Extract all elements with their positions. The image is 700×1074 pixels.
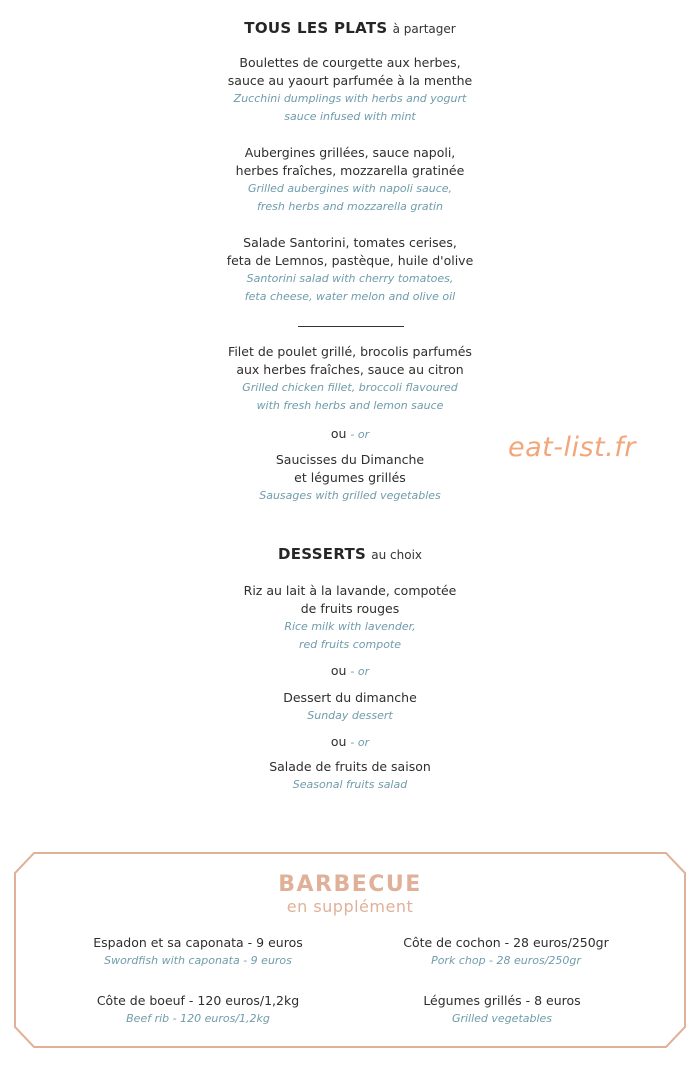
dish-translation-line: Sausages with grilled vegetables	[259, 489, 441, 502]
dish-translation-line: Grilled chicken fillet, broccoli flavoured	[242, 381, 458, 394]
dish-translation-line: sauce infused with mint	[284, 110, 416, 123]
dish-translation-line: Beef rib - 120 euros/1,2kg	[126, 1012, 270, 1025]
dish-translation-line: Rice milk with lavender,	[284, 620, 416, 633]
menu-item	[0, 758, 700, 794]
section-title: DESSERTS	[277, 545, 367, 563]
dish-name-line: de fruits rouges	[300, 601, 400, 616]
or-word: ou	[330, 426, 347, 441]
dish-name-line: Salade Santorini, tomates cerises,	[243, 235, 457, 250]
barbecue-item	[352, 992, 652, 1028]
dish-name-line: aux herbes fraîches, sauce au citron	[236, 362, 464, 377]
barbecue-subtitle: en supplément	[286, 897, 414, 916]
section-subtitle: au choix	[371, 548, 423, 562]
section-heading-plats	[0, 18, 700, 37]
dish-name-line: Légumes grillés - 8 euros	[423, 993, 581, 1008]
dish-name-line: feta de Lemnos, pastèque, huile d'olive	[226, 253, 474, 268]
barbecue-title: BARBECUE	[278, 872, 422, 897]
or-translation: - or	[350, 736, 370, 749]
barbecue-item	[356, 934, 656, 970]
dish-name-line: Aubergines grillées, sauce napoli,	[244, 145, 456, 160]
barbecue-item	[48, 934, 348, 970]
section-heading-desserts	[0, 544, 700, 563]
menu-item	[0, 343, 700, 415]
dish-name-line: Filet de poulet grillé, brocolis parfumés	[228, 344, 472, 359]
dish-translation-line: with fresh herbs and lemon sauce	[256, 399, 444, 412]
menu-item	[0, 689, 700, 725]
dish-name-line: Boulettes de courgette aux herbes,	[239, 55, 461, 70]
dish-translation-line: fresh herbs and mozzarella gratin	[257, 200, 443, 213]
menu-item	[0, 144, 700, 216]
dish-translation-line: red fruits compote	[298, 638, 402, 651]
dish-translation-line: Zucchini dumplings with herbs and yogurt	[233, 92, 467, 105]
dish-name-line: Espadon et sa caponata - 9 euros	[93, 935, 303, 950]
dish-name-line: Salade de fruits de saison	[269, 759, 431, 774]
dish-name-line: Riz au lait à la lavande, compotée	[243, 583, 457, 598]
barbecue-heading	[0, 872, 700, 916]
or-separator	[0, 733, 700, 752]
dish-translation-line: Swordfish with caponata - 9 euros	[104, 954, 292, 967]
menu-item	[0, 582, 700, 654]
dish-name-line: Saucisses du Dimanche	[275, 452, 425, 467]
dish-name-line: sauce au yaourt parfumée à la menthe	[227, 73, 473, 88]
section-subtitle: à partager	[392, 22, 456, 36]
or-translation: - or	[350, 665, 370, 678]
or-separator	[0, 662, 700, 681]
or-word: ou	[330, 734, 347, 749]
divider	[298, 326, 404, 327]
dish-name-line: Dessert du dimanche	[283, 690, 417, 705]
menu-item	[0, 54, 700, 126]
dish-translation-line: Pork chop - 28 euros/250gr	[431, 954, 581, 967]
dish-translation-line: Seasonal fruits salad	[292, 778, 408, 791]
dish-translation-line: Grilled vegetables	[451, 1012, 553, 1025]
watermark-text: eat-list.fr	[508, 432, 636, 463]
menu-item	[0, 234, 700, 306]
dish-translation-line: Grilled aubergines with napoli sauce,	[247, 182, 453, 195]
dish-name-line: Côte de cochon - 28 euros/250gr	[403, 935, 609, 950]
dish-translation-line: Santorini salad with cherry tomatoes,	[246, 272, 454, 285]
dish-name-line: Côte de boeuf - 120 euros/1,2kg	[96, 993, 300, 1008]
or-word: ou	[330, 663, 347, 678]
or-translation: - or	[350, 428, 370, 441]
dish-name-line: et légumes grillés	[294, 470, 406, 485]
dish-translation-line: Sunday dessert	[307, 709, 393, 722]
section-title: TOUS LES PLATS	[244, 19, 388, 37]
dish-name-line: herbes fraîches, mozzarella gratinée	[235, 163, 465, 178]
dish-translation-line: feta cheese, water melon and olive oil	[244, 290, 456, 303]
barbecue-item	[48, 992, 348, 1028]
